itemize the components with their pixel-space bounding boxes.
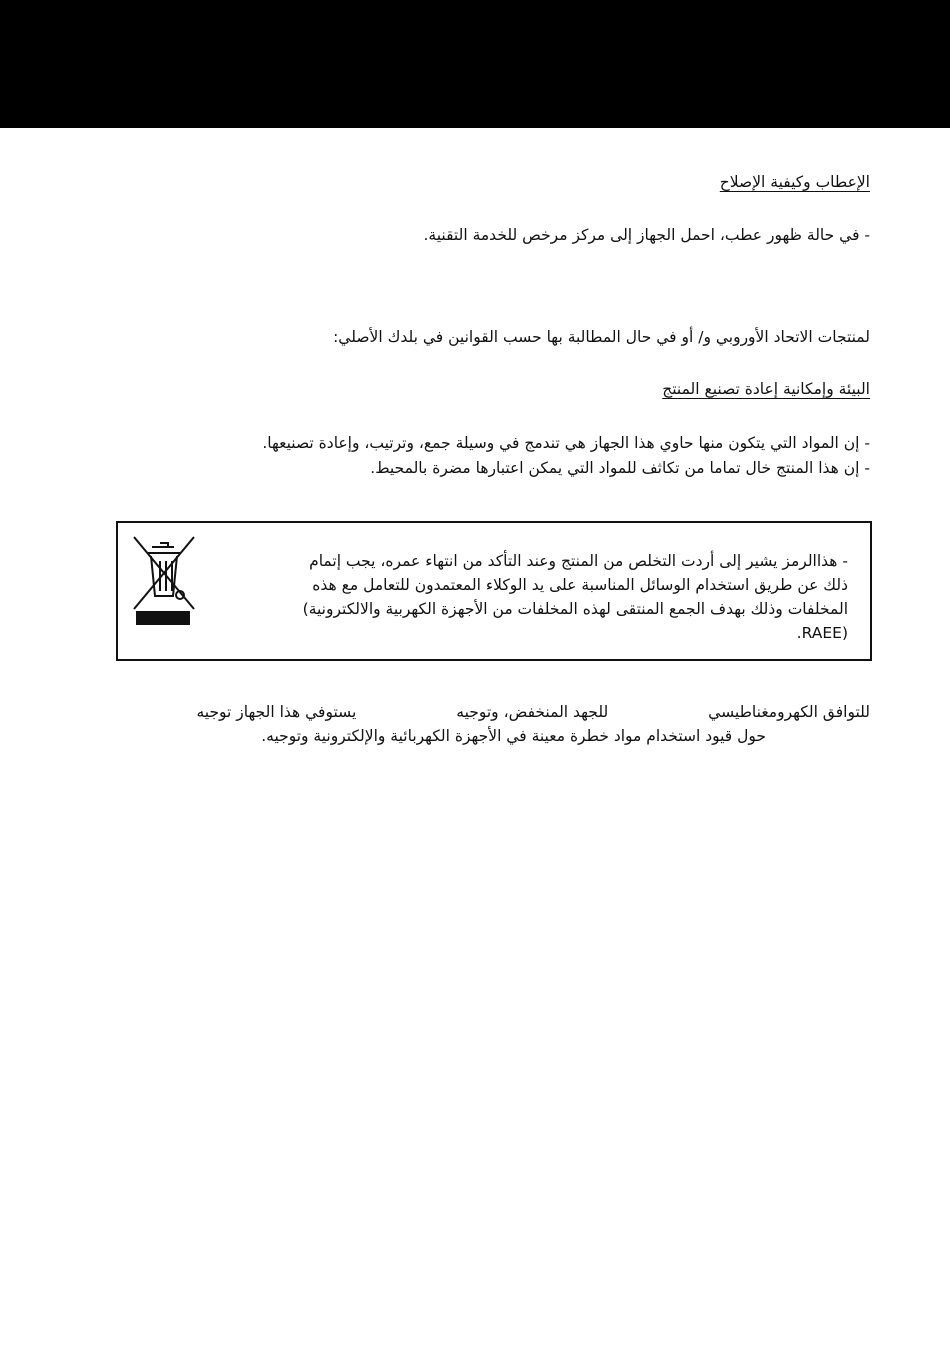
weee-marking-bar xyxy=(136,611,190,625)
weee-notice-line: - هذاالرمز يشير إلى أردت التخلص من المنتج وعند التأكد من انتهاء عمره، يجب إتمام xyxy=(309,552,848,570)
environment-heading: البيئة وإمكانية إعادة تصنيع المنتج xyxy=(662,380,870,398)
weee-notice-line: (RAEE. xyxy=(796,624,848,642)
eu-intro: لمنتجات الاتحاد الأوروبي و/ أو في حال المطالبة بها حسب القوانين في بلدك الأصلي: xyxy=(333,328,870,346)
repair-instruction: - في حالة ظهور عطب، احمل الجهاز إلى مركز مرخص للخدمة التقنية. xyxy=(423,226,870,244)
compliance-line-1 xyxy=(130,700,870,724)
environment-item-2: - إن هذا المنتج خال تماما من تكاثف للمواد التي يمكن اعتبارها مضرة بالمحيط. xyxy=(370,459,870,477)
weee-notice-box xyxy=(116,521,872,661)
weee-notice-text xyxy=(208,549,848,645)
compliance-fragment-1: للتوافق الكهرومغناطيسي xyxy=(708,703,870,721)
compliance-statement xyxy=(130,700,870,748)
weee-notice-line: المخلفات وذلك بهدف الجمع المنتقى لهذه المخلفات من الأجهزة الكهربية والالكترونية) xyxy=(302,600,848,618)
compliance-fragment-2: للجهد المنخفض، وتوجيه xyxy=(456,703,609,721)
compliance-line-2: حول قيود استخدام مواد خطرة معينة في الأجهزة الكهربائية والإلكترونية وتوجيه. xyxy=(261,727,766,745)
compliance-fragment-3: يستوفي هذا الجهاز توجيه xyxy=(196,703,357,721)
weee-notice-line: ذلك عن طريق استخدام الوسائل المناسبة على يد الوكلاء المعتمدون للتعامل مع هذه xyxy=(312,576,848,594)
environment-item-1: - إن المواد التي يتكون منها حاوي هذا الجهاز هي تندمج في وسيلة جمع، وترتيب، وإعادة تصنيعها. xyxy=(262,434,870,452)
repair-heading: الإعطاب وكيفية الإصلاح xyxy=(719,173,870,191)
